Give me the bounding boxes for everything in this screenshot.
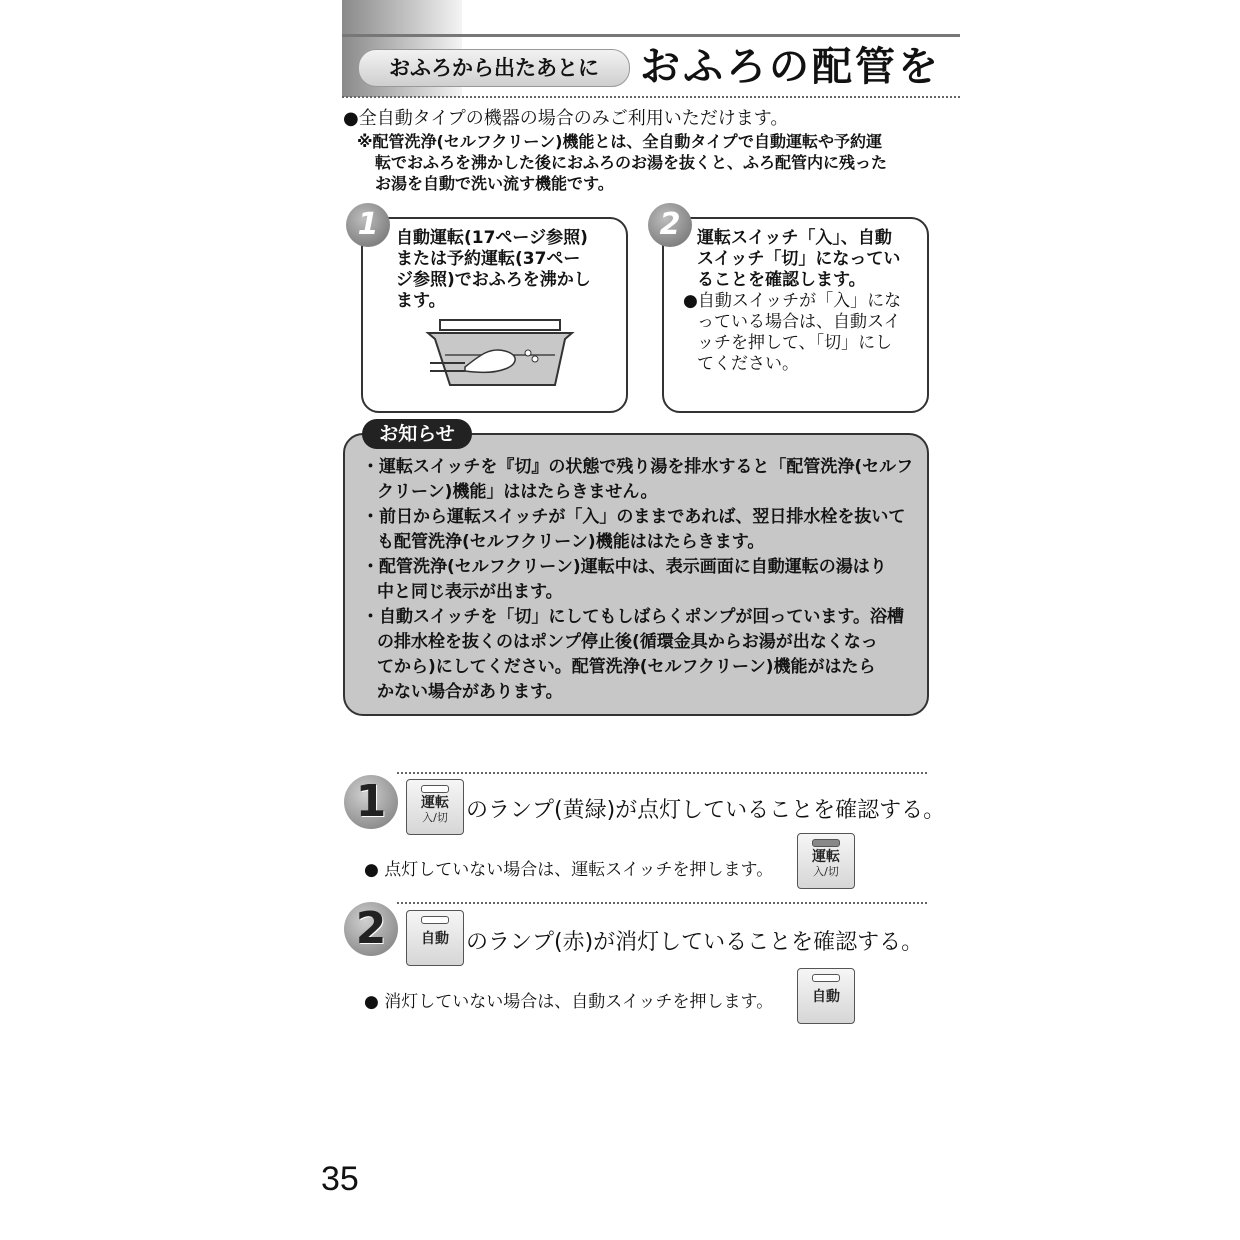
notice-item-4 [362, 605, 914, 705]
notice-label: お知らせ [362, 419, 472, 449]
bathtub-illustration [425, 315, 575, 395]
step-box-2-text-1: 運転スイッチ「入」、自動 [697, 228, 892, 248]
intro-line: ●全自動タイプの機器の場合のみご利用いただけます。 [343, 108, 789, 129]
step-box-1-text-1: 自動運転(17ページ参照) [396, 228, 588, 248]
run-switch-label: 運転 [421, 795, 449, 811]
auto-switch-label: 自動 [421, 931, 449, 947]
lamp-lit-icon [812, 839, 840, 847]
step-1-sub: ● 点灯していない場合は、運転スイッチを押します。 [364, 860, 774, 880]
notice-item-3 [362, 555, 914, 605]
step-box-1-number: 1 [346, 203, 390, 247]
run-switch-sublabel: 入/切 [422, 811, 448, 824]
section-label: おふろから出たあとに [358, 49, 630, 87]
notice-list [362, 455, 914, 705]
page-title: おふろの配管を [640, 44, 941, 90]
notice-item-1-line-1: ・運転スイッチを『切』の状態で残り湯を排水すると「配管洗浄(セルフ [362, 457, 914, 477]
notice-item-4-line-3: てから)にしてください。配管洗浄(セルフクリーン)機能がはたら [377, 657, 876, 677]
header-rule [342, 34, 960, 37]
step-box-1-text-3: ジ参照)でおふろを沸かし [396, 270, 591, 290]
step-2-number: 2 [344, 902, 398, 956]
lamp-icon [421, 916, 449, 924]
intro-note-1: ※配管洗浄(セルフクリーン)機能とは、全自動タイプで自動運転や予約運 [357, 132, 883, 151]
step-box-2-bullet-4: てください。 [697, 354, 799, 374]
step-2-text: のランプ(赤)が消灯していることを確認する。 [466, 930, 924, 955]
step-2-divider [397, 902, 927, 904]
run-switch-icon [406, 779, 464, 835]
step-box-2-text-2: スイッチ「切」になってい [697, 249, 901, 269]
header-divider [342, 96, 960, 98]
notice-item-4-line-4: かない場合があります。 [377, 682, 563, 702]
step-1-divider [397, 772, 927, 774]
lamp-icon [812, 974, 840, 982]
notice-item-2 [362, 505, 914, 555]
step-box-2-bullet-3: ッチを押して、「切」にし [697, 333, 893, 353]
notice-item-2-line-2: も配管洗浄(セルフクリーン)機能ははたらきます。 [377, 532, 765, 552]
auto-switch-icon [406, 910, 464, 966]
step-box-2-bullet-2: っている場合は、自動スイ [697, 312, 901, 332]
page-number: 35 [321, 1160, 359, 1198]
notice-item-3-line-2: 中と同じ表示が出ます。 [377, 582, 563, 602]
step-box-1-text-4: ます。 [396, 291, 446, 311]
notice-item-3-line-1: ・配管洗浄(セルフクリーン)運転中は、表示画面に自動運転の湯はり [362, 557, 887, 577]
step-1-number: 1 [344, 775, 398, 829]
intro-note-2: 転でおふろを沸かした後におふろのお湯を抜くと、ふろ配管内に残った [375, 153, 888, 172]
notice-item-1-line-2: クリーン)機能」ははたらきません。 [377, 482, 658, 502]
run-switch-press-sublabel: 入/切 [813, 865, 839, 878]
step-box-2-number: 2 [648, 203, 692, 247]
intro-note-3: お湯を自動で洗い流す機能です。 [375, 174, 614, 193]
notice-item-2-line-1: ・前日から運転スイッチが「入」のままであれば、翌日排水栓を抜いて [362, 507, 906, 527]
run-switch-press-label: 運転 [812, 849, 840, 865]
notice-item-4-line-2: の排水栓を抜くのはポンプ停止後(循環金具からお湯が出なくなっ [377, 632, 878, 652]
notice-item-1 [362, 455, 914, 505]
step-box-2-text-3: ることを確認します。 [697, 270, 866, 290]
auto-switch-press-icon [797, 968, 855, 1024]
auto-switch-press-label: 自動 [812, 989, 840, 1005]
step-2-sub: ● 消灯していない場合は、自動スイッチを押します。 [364, 992, 774, 1012]
run-switch-press-icon [797, 833, 855, 889]
step-box-2-bullet-1: ●自動スイッチが「入」にな [683, 291, 902, 311]
step-1-text: のランプ(黄緑)が点灯していることを確認する。 [466, 798, 946, 823]
notice-item-4-line-1: ・自動スイッチを「切」にしてもしばらくポンプが回っています。浴槽 [362, 607, 904, 627]
step-box-1-text-2: または予約運転(37ペー [396, 249, 581, 269]
lamp-icon [421, 785, 449, 793]
